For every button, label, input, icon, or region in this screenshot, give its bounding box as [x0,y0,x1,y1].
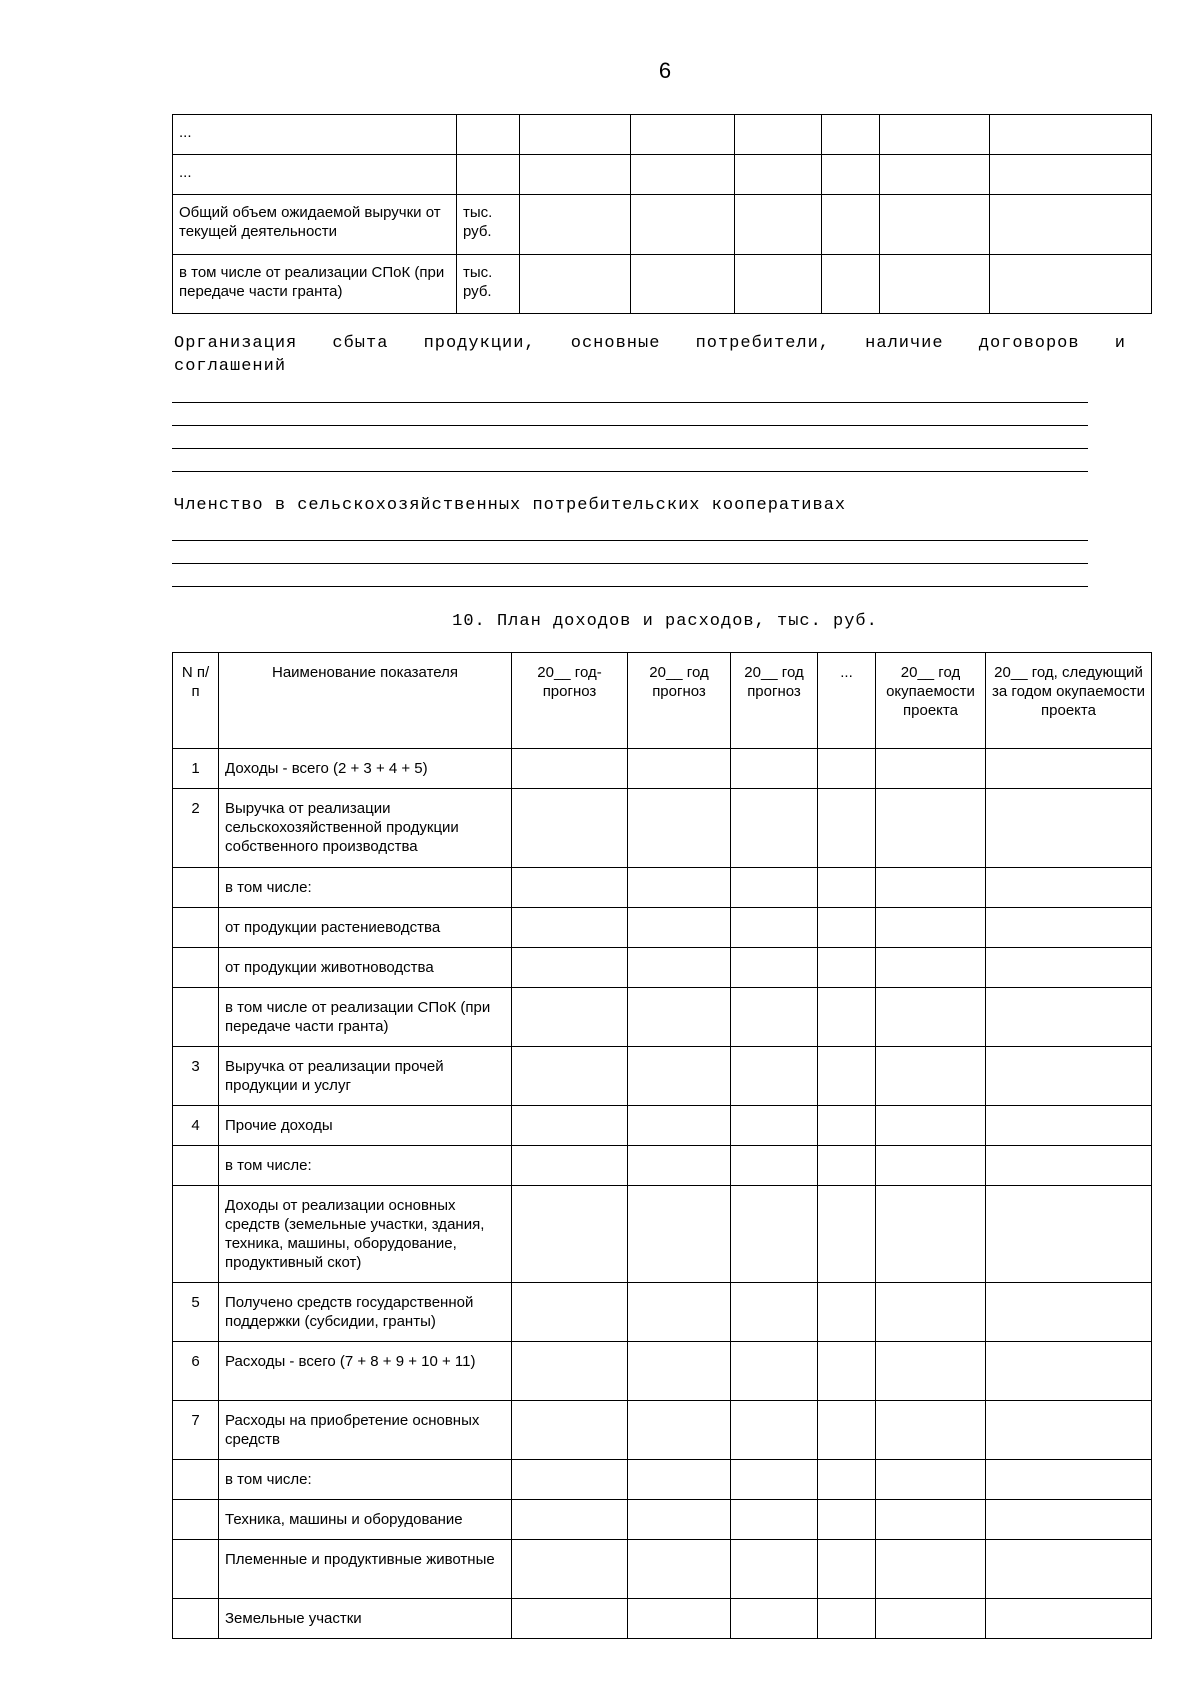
fill-line [172,471,1088,472]
table-row [173,948,1152,988]
membership-label: Членство в сельскохозяйственных потребительских кооперативах [174,496,847,515]
row-name: Выручка от реализации сельскохозяйственной продукции собственного производства [219,789,512,868]
table-row [173,1283,1152,1342]
income-expense-plan-table [172,652,1152,1639]
table-row [173,255,1152,314]
table-row [173,868,1152,908]
table-row [173,1460,1152,1500]
row-name: Доходы - всего (2 + 3 + 4 + 5) [219,749,512,789]
row-num: 6 [173,1342,219,1401]
fill-line [172,425,1088,426]
row-num: 4 [173,1106,219,1146]
header-ellipsis: ... [818,653,876,749]
table-row [173,1540,1152,1599]
table-row [173,1342,1152,1401]
table-row [173,195,1152,255]
row-num: 7 [173,1401,219,1460]
row-num [173,988,219,1047]
sales-organization-label: Организация сбыта продукции, основные потребители, наличие договоров и [174,334,1126,353]
row-unit [457,155,520,195]
row-num [173,908,219,948]
row-num [173,1460,219,1500]
header-after-payback-year: 20__ год, следующий за годом окупаемости проекта [986,653,1152,749]
table-row [173,1401,1152,1460]
row-name: Получено средств государственной поддержки (субсидии, гранты) [219,1283,512,1342]
table-row [173,749,1152,789]
row-num: 3 [173,1047,219,1106]
table-row [173,1599,1152,1639]
revenue-table [172,114,1152,314]
table-row [173,1186,1152,1283]
fill-line [172,563,1088,564]
table-row [173,988,1152,1047]
header-year-forecast-2: 20__ год прогноз [628,653,731,749]
row-name: от продукции животноводства [219,948,512,988]
row-num: 2 [173,789,219,868]
row-name: Расходы - всего (7 + 8 + 9 + 10 + 11) [219,1342,512,1401]
row-name: Техника, машины и оборудование [219,1500,512,1540]
row-num [173,1186,219,1283]
fill-line [172,586,1088,587]
fill-line [172,540,1088,541]
row-name: ... [173,115,457,155]
table-row [173,115,1152,155]
table-row [173,1500,1152,1540]
table-row [173,1047,1152,1106]
table-row [173,1146,1152,1186]
row-num [173,868,219,908]
row-name: в том числе: [219,1146,512,1186]
table-row [173,1106,1152,1146]
row-unit: тыс. руб. [457,255,520,314]
page-number: 6 [658,58,672,83]
row-unit: тыс. руб. [457,195,520,255]
row-name: Доходы от реализации основных средств (земельные участки, здания, техника, машины, оборудование, продуктивный скот) [219,1186,512,1283]
header-year-forecast-3: 20__ год прогноз [731,653,818,749]
row-num: 5 [173,1283,219,1342]
row-name: Прочие доходы [219,1106,512,1146]
header-num: N п/п [173,653,219,749]
row-name: Выручка от реализации прочей продукции и услуг [219,1047,512,1106]
row-num [173,1599,219,1639]
table-row [173,155,1152,195]
row-num: 1 [173,749,219,789]
sales-organization-label-cont: соглашений [174,357,287,376]
fill-line [172,402,1088,403]
row-name: Расходы на приобретение основных средств [219,1401,512,1460]
fill-line [172,448,1088,449]
row-name: в том числе от реализации СПоК (при передаче части гранта) [173,255,457,314]
row-name: Племенные и продуктивные животные [219,1540,512,1599]
header-row [173,653,1152,749]
row-name: от продукции растениеводства [219,908,512,948]
header-payback-year: 20__ год окупаемости проекта [876,653,986,749]
table-row [173,908,1152,948]
row-name: в том числе: [219,1460,512,1500]
row-num [173,1540,219,1599]
row-name: в том числе от реализации СПоК (при передаче части гранта) [219,988,512,1047]
row-name: в том числе: [219,868,512,908]
row-name: Земельные участки [219,1599,512,1639]
row-num [173,1500,219,1540]
row-num [173,948,219,988]
header-name: Наименование показателя [219,653,512,749]
row-num [173,1146,219,1186]
table-row [173,789,1152,868]
header-year-forecast-1: 20__ год-прогноз [512,653,628,749]
row-name: Общий объем ожидаемой выручки от текущей деятельности [173,195,457,255]
section-title: 10. План доходов и расходов, тыс. руб. [452,612,878,631]
row-unit [457,115,520,155]
row-name: ... [173,155,457,195]
